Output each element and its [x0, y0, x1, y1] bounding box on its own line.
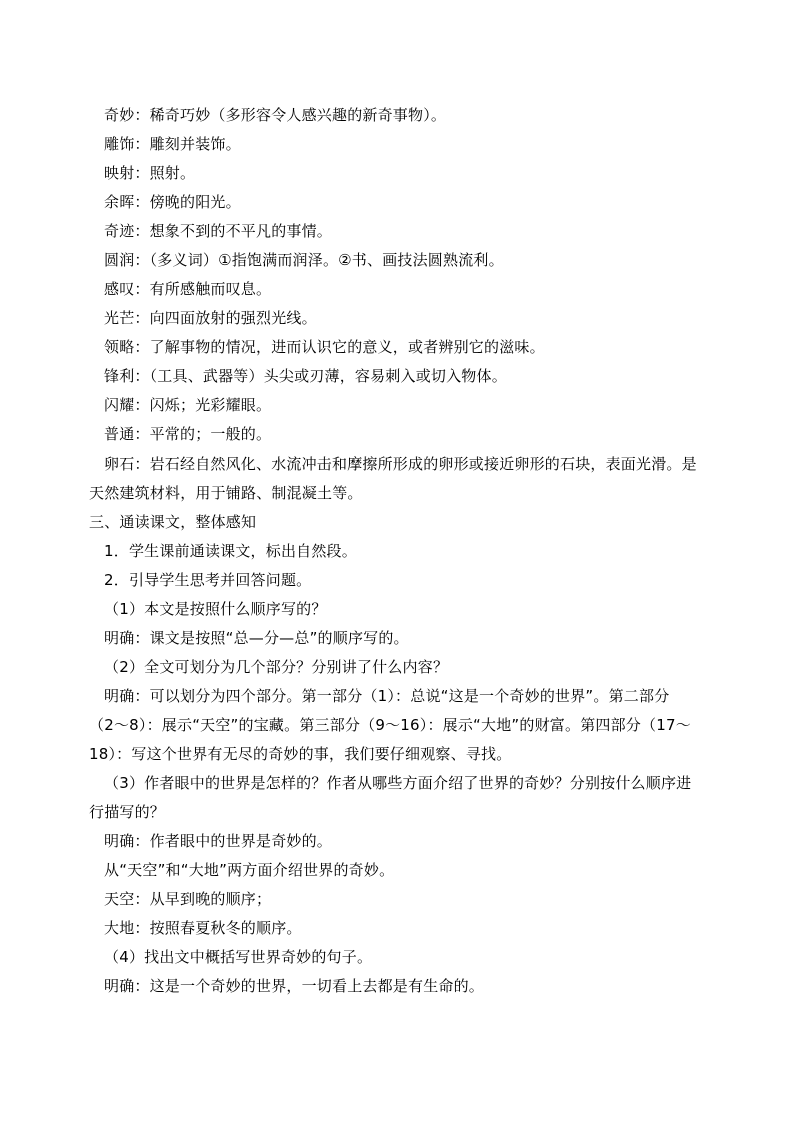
- question-2: （2）全文可划分为几个部分？分别讲了什么内容？: [104, 658, 449, 676]
- question-3-line1: （3）作者眼中的世界是怎样的？作者从哪些方面介绍了世界的奇妙？分别按什么顺序进: [104, 774, 692, 792]
- answer-2-line2: （2～8）：展示“天空”的宝藏。第三部分（9～16）：展示“大地”的财富。第四部分（17～: [89, 716, 691, 734]
- step-1: 1．学生课前通读课文，标出自然段。: [104, 542, 357, 560]
- answer-2-line1: 明确：可以划分为四个部分。第一部分（1）：总说“这是一个奇妙的世界”。第二部分: [104, 687, 670, 705]
- answer-3-line2: 从“天空”和“大地”两方面介绍世界的奇妙。: [104, 861, 395, 879]
- vocab-luanshi-line1: 卵石：岩石经自然风化、水流冲击和摩擦所形成的卵形或接近卵形的石块，表面光滑。是: [104, 455, 697, 473]
- vocab-yuanrun: 圆润：（多义词）①指饱满而润泽。②书、画技法圆熟流利。: [104, 251, 504, 269]
- answer-3-line3: 天空：从早到晚的顺序；: [104, 890, 272, 908]
- vocab-fengli: 锋利：（工具、武器等）头尖或刃薄，容易刺入或切入物体。: [104, 367, 507, 385]
- vocab-putong: 普通：平常的；一般的。: [104, 425, 272, 443]
- answer-3-line4: 大地：按照春夏秋冬的顺序。: [104, 919, 302, 937]
- vocab-linglue: 领略：了解事物的情况，进而认识它的意义，或者辨别它的滋味。: [104, 338, 545, 356]
- vocab-qiji: 奇迹：想象不到的不平凡的事情。: [104, 222, 333, 240]
- vocab-yuhui: 余晖：傍晚的阳光。: [104, 193, 241, 211]
- vocab-gantan: 感叹：有所感触而叹息。: [104, 280, 272, 298]
- question-3-line2: 行描写的？: [89, 803, 166, 821]
- vocab-qimiao: 奇妙：稀奇巧妙（多形容令人感兴趣的新奇事物）。: [104, 106, 447, 124]
- vocab-yingshe: 映射：照射。: [104, 164, 196, 182]
- vocab-shanyao: 闪耀：闪烁；光彩耀眼。: [104, 396, 272, 414]
- answer-1: 明确：课文是按照“总—分—总”的顺序写的。: [104, 629, 409, 647]
- question-4: （4）找出文中概括写世界奇妙的句子。: [104, 948, 373, 966]
- vocab-guangmang: 光芒：向四面放射的强烈光线。: [104, 309, 317, 327]
- vocab-luanshi-line2: 天然建筑材料，用于铺路、制混凝土等。: [89, 484, 363, 502]
- answer-4: 明确：这是一个奇妙的世界，一切看上去都是有生命的。: [104, 977, 485, 995]
- answer-2-line3: 18）：写这个世界有无尽的奇妙的事，我们要仔细观察、寻找。: [89, 745, 512, 763]
- answer-3-line1: 明确：作者眼中的世界是奇妙的。: [104, 832, 333, 850]
- question-1: （1）本文是按照什么顺序写的？: [104, 600, 327, 618]
- vocab-diaoshi: 雕饰：雕刻并装饰。: [104, 135, 241, 153]
- step-2: 2．引导学生思考并回答问题。: [104, 571, 312, 589]
- section-heading: 三、通读课文，整体感知: [89, 513, 257, 531]
